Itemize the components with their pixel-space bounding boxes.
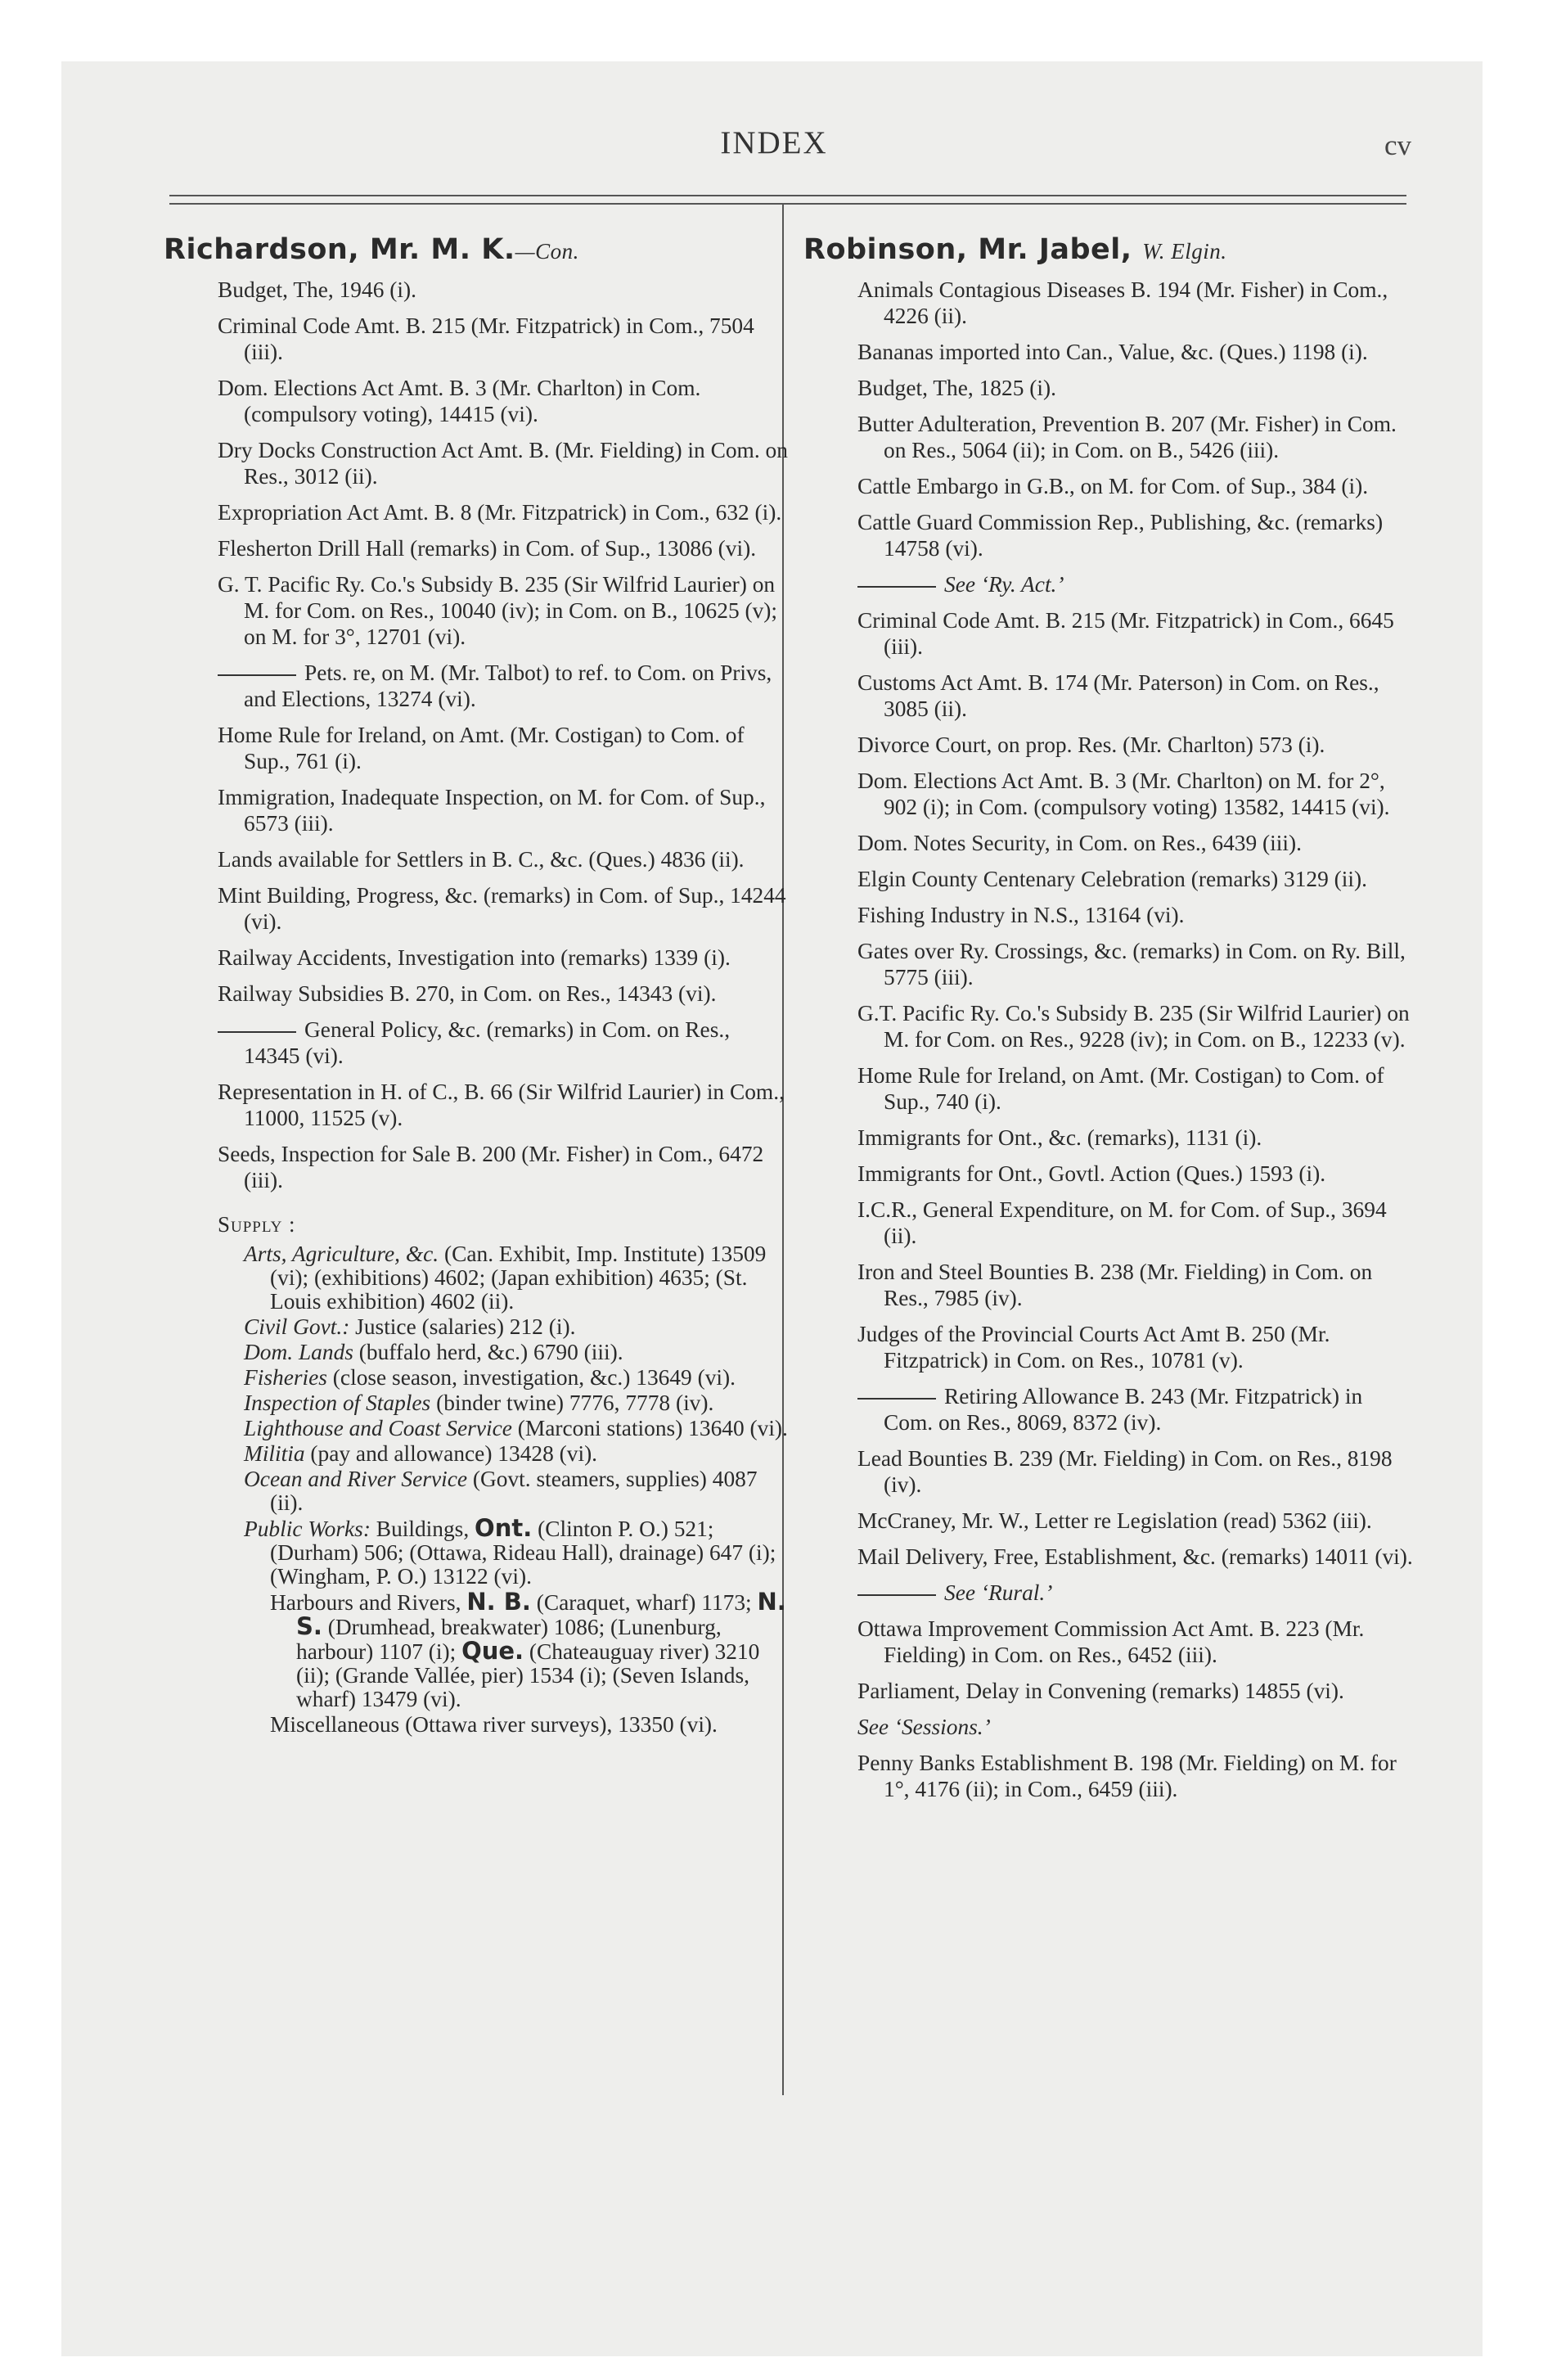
supply-item-head: Militia (244, 1441, 305, 1466)
index-entry: Budget, The, 1946 (i). (218, 277, 416, 302)
index-entry: Customs Act Amt. B. 174 (Mr. Paterson) in Com. on Res., 3085 (ii). (857, 670, 1379, 721)
index-entry: Budget, The, 1825 (i). (857, 376, 1056, 400)
index-entry: Immigrants for Ont., Govtl. Action (Ques.) 1593 (i). (857, 1161, 1326, 1186)
right-heading-name: Robinson, Mr. Jabel, (803, 233, 1132, 266)
index-entry: Judges of the Provincial Courts Act Amt B. 250 (Mr. Fitzpatrick) in Com. on Res., 10781 (v). (857, 1322, 1330, 1373)
supply-item-head: Lighthouse and Coast Service (244, 1416, 512, 1440)
ditto-dash (857, 1398, 936, 1400)
index-subentry (218, 660, 789, 712)
index-entry: Mail Delivery, Free, Establishment, &c. (remarks) 14011 (vi). (857, 1544, 1413, 1569)
index-entry: Seeds, Inspection for Sale B. 200 (Mr. Fisher) in Com., 6472 (iii). (218, 1142, 764, 1192)
province-que: Que. (461, 1637, 524, 1665)
supply-subitem (270, 1590, 789, 1711)
index-entry: Criminal Code Amt. B. 215 (Mr. Fitzpatrick) in Com., 6645 (iii). (857, 608, 1394, 659)
ditto-dash (218, 1031, 296, 1033)
index-entry: Railway Subsidies B. 270, in Com. on Res., 14343 (vi). (218, 981, 717, 1006)
see-reference: See ‘Rural.’ (944, 1580, 1053, 1605)
supply-item-text: (Caraquet, wharf) 1173; (530, 1590, 758, 1615)
right-heading-suffix: W. Elgin. (1142, 239, 1227, 264)
index-entry: Gates over Ry. Crossings, &c. (remarks) in Com. on Ry. Bill, 5775 (iii). (857, 939, 1406, 989)
supply-subitem: Miscellaneous (Ottawa river surveys), 13350 (vi). (270, 1712, 718, 1737)
supply-item-head: Dom. Lands (244, 1340, 353, 1364)
supply-label: Supply : (218, 1212, 296, 1237)
supply-item (244, 1467, 789, 1515)
index-entry: Dom. Elections Act Amt. B. 3 (Mr. Charlton) in Com. (compulsory voting), 14415 (vi). (218, 376, 701, 426)
index-entry: Dom. Elections Act Amt. B. 3 (Mr. Charlton) on M. for 2°, 902 (i); in Com. (compulsory voting) 13582, 14415 (vi). (857, 769, 1390, 819)
supply-item-head: Ocean and River Service (244, 1467, 468, 1491)
index-entry: Lands available for Settlers in B. C., &c. (Ques.) 4836 (ii). (218, 847, 745, 872)
supply-item-head: Civil Govt.: (244, 1314, 350, 1339)
province-ont: Ont. (475, 1514, 533, 1542)
left-heading-name: Richardson, Mr. M. K. (164, 233, 515, 266)
supply-item-text: (Clinton P. O.) 521; (Durham) 506; (Ottawa, Rideau Hall), drainage) 647 (i); (Wingham, P. O.) 13122 (vi). (270, 1517, 776, 1589)
supply-item-text: (Marconi stations) 13640 (vi). (511, 1416, 788, 1440)
index-entry: Expropriation Act Amt. B. 8 (Mr. Fitzpatrick) in Com., 632 (i). (218, 500, 782, 525)
see-reference: See ‘Ry. Act.’ (944, 572, 1064, 597)
subentry-text: Retiring Allowance B. 243 (Mr. Fitzpatrick) in Com. on Res., 8069, 8372 (iv). (884, 1384, 1363, 1435)
index-subentry (857, 571, 1415, 597)
supply-item (244, 1242, 789, 1314)
subentry-text: Pets. re, on M. (Mr. Talbot) to ref. to Com. on Privs, and Elections, 13274 (vi). (244, 660, 772, 711)
supply-item-text: (buffalo herd, &c.) 6790 (iii). (353, 1340, 623, 1364)
index-subentry (857, 1714, 1415, 1740)
supply-item (244, 1417, 789, 1440)
supply-item-text: (Drumhead, breakwater) 1086; (Lunenburg, harbour) 1107 (i); (296, 1615, 722, 1664)
index-subentry (218, 1016, 789, 1069)
index-entry: Dom. Notes Security, in Com. on Res., 6439 (iii). (857, 831, 1302, 855)
supply-item-text: (pay and allowance) 13428 (vi). (304, 1441, 598, 1466)
supply-item (244, 1315, 789, 1339)
index-entry: Ottawa Improvement Commission Act Amt. B. 223 (Mr. Fielding) in Com. on Res., 6452 (iii). (857, 1616, 1365, 1667)
left-heading-suffix: —Con. (515, 239, 579, 264)
page-header-title: INDEX (720, 125, 828, 160)
left-column (164, 234, 789, 1738)
index-entry: McCraney, Mr. W., Letter re Legislation (read) 5362 (iii). (857, 1508, 1372, 1533)
index-entry: Fishing Industry in N.S., 13164 (vi). (857, 903, 1185, 927)
index-entry: Bananas imported into Can., Value, &c. (Ques.) 1198 (i). (857, 340, 1368, 364)
header-rule-bottom (169, 203, 1406, 205)
page-number: cv (1384, 129, 1411, 161)
index-entry: Home Rule for Ireland, on Amt. (Mr. Costigan) to Com. of Sup., 761 (i). (218, 723, 745, 773)
supply-item-text: Justice (salaries) 212 (i). (349, 1314, 576, 1339)
right-heading (803, 234, 1415, 267)
supply-item-text: (Govt. steamers, supplies) 4087 (ii). (270, 1467, 758, 1515)
supply-item-text: (Chateauguay river) 3210 (ii); (Grande Vallée, pier) 1534 (i); (Seven Islands, wharf) 13479 (vi). (296, 1639, 760, 1711)
supply-item (244, 1391, 789, 1415)
supply-item-text: Buildings, (370, 1517, 475, 1541)
supply-item-text: (Can. Exhibit, Imp. Institute) 13509 (vi); (exhibitions) 4602; (Japan exhibition) 4635; (St. Louis exhibition) 4602 (ii). (270, 1242, 767, 1314)
supply-item-text: (close season, investigation, &c.) 13649 (vi). (326, 1365, 736, 1390)
index-entry: Butter Adulteration, Prevention B. 207 (Mr. Fisher) in Com. on Res., 5064 (ii); in Com. on B., 5426 (iii). (857, 412, 1397, 462)
index-entry: Iron and Steel Bounties B. 238 (Mr. Fielding) in Com. on Res., 7985 (iv). (857, 1260, 1373, 1310)
header-rule-top (169, 195, 1406, 196)
supply-item-head: Arts, Agriculture, &c. (244, 1242, 439, 1266)
index-subentry (857, 1383, 1415, 1436)
province-ns: N. S. (296, 1588, 786, 1640)
index-entry: Home Rule for Ireland, on Amt. (Mr. Costigan) to Com. of Sup., 740 (i). (857, 1063, 1384, 1114)
index-entry: Representation in H. of C., B. 66 (Sir Wilfrid Laurier) in Com., 11000, 11525 (v). (218, 1080, 785, 1130)
index-entry: Lead Bounties B. 239 (Mr. Fielding) in Com. on Res., 8198 (iv). (857, 1446, 1393, 1497)
index-entry: Flesherton Drill Hall (remarks) in Com. of Sup., 13086 (vi). (218, 536, 757, 561)
province-nb: N. B. (466, 1588, 531, 1616)
index-entry: Animals Contagious Diseases B. 194 (Mr. Fisher) in Com., 4226 (ii). (857, 277, 1388, 328)
index-entry: Elgin County Centenary Celebration (remarks) 3129 (ii). (857, 867, 1367, 891)
index-entry: G.T. Pacific Ry. Co.'s Subsidy B. 235 (Sir Wilfrid Laurier) on M. for Com. on Res., 9228 (iv); in Com. on B., 12233 (v). (857, 1001, 1410, 1052)
ditto-dash (857, 1594, 936, 1596)
supply-item (244, 1366, 789, 1390)
index-subentry (857, 1580, 1415, 1606)
index-entry: Mint Building, Progress, &c. (remarks) in Com. of Sup., 14244 (vi). (218, 883, 786, 934)
left-heading (164, 234, 789, 267)
supply-item-head: Inspection of Staples (244, 1391, 431, 1415)
ditto-dash (857, 586, 936, 588)
see-reference: See ‘Sessions.’ (857, 1715, 991, 1739)
supply-item-head: Fisheries (244, 1365, 327, 1390)
right-column (803, 234, 1415, 1812)
index-entry: Cattle Embargo in G.B., on M. for Com. of Sup., 384 (i). (857, 474, 1369, 498)
supply-item-text: (binder twine) 7776, 7778 (iv). (430, 1391, 714, 1415)
index-entry: Immigration, Inadequate Inspection, on M. for Com. of Sup., 6573 (iii). (218, 785, 766, 836)
supply-item-head: Public Works: (244, 1517, 371, 1541)
index-entry: G. T. Pacific Ry. Co.'s Subsidy B. 235 (Sir Wilfrid Laurier) on M. for Com. on Res., 10040 (iv); in Com. on B., 10625 (v); on M. for 3°, 12701 (vi). (218, 572, 778, 649)
subentry-text: General Policy, &c. (remarks) in Com. on Res., 14345 (vi). (244, 1017, 731, 1068)
index-entry: Divorce Court, on prop. Res. (Mr. Charlton) 573 (i). (857, 732, 1325, 757)
index-entry: I.C.R., General Expenditure, on M. for Com. of Sup., 3694 (ii). (857, 1197, 1387, 1248)
index-entry: Cattle Guard Commission Rep., Publishing, &c. (remarks) 14758 (vi). (857, 510, 1384, 561)
supply-item (244, 1442, 789, 1466)
supply-item (244, 1514, 789, 1589)
supply-item-text: Harbours and Rivers, (270, 1590, 467, 1615)
index-entry: Immigrants for Ont., &c. (remarks), 1131 (i). (857, 1125, 1262, 1150)
index-entry: Penny Banks Establishment B. 198 (Mr. Fielding) on M. for 1°, 4176 (ii); in Com., 6459 (iii). (857, 1751, 1397, 1801)
index-entry: Criminal Code Amt. B. 215 (Mr. Fitzpatrick) in Com., 7504 (iii). (218, 313, 754, 364)
index-entry: Parliament, Delay in Convening (remarks) 14855 (vi). (857, 1679, 1344, 1703)
supply-item (244, 1341, 789, 1364)
index-entry: Railway Accidents, Investigation into (remarks) 1339 (i). (218, 945, 731, 970)
ditto-dash (218, 674, 296, 676)
index-entry: Dry Docks Construction Act Amt. B. (Mr. Fielding) in Com. on Res., 3012 (ii). (218, 438, 788, 489)
